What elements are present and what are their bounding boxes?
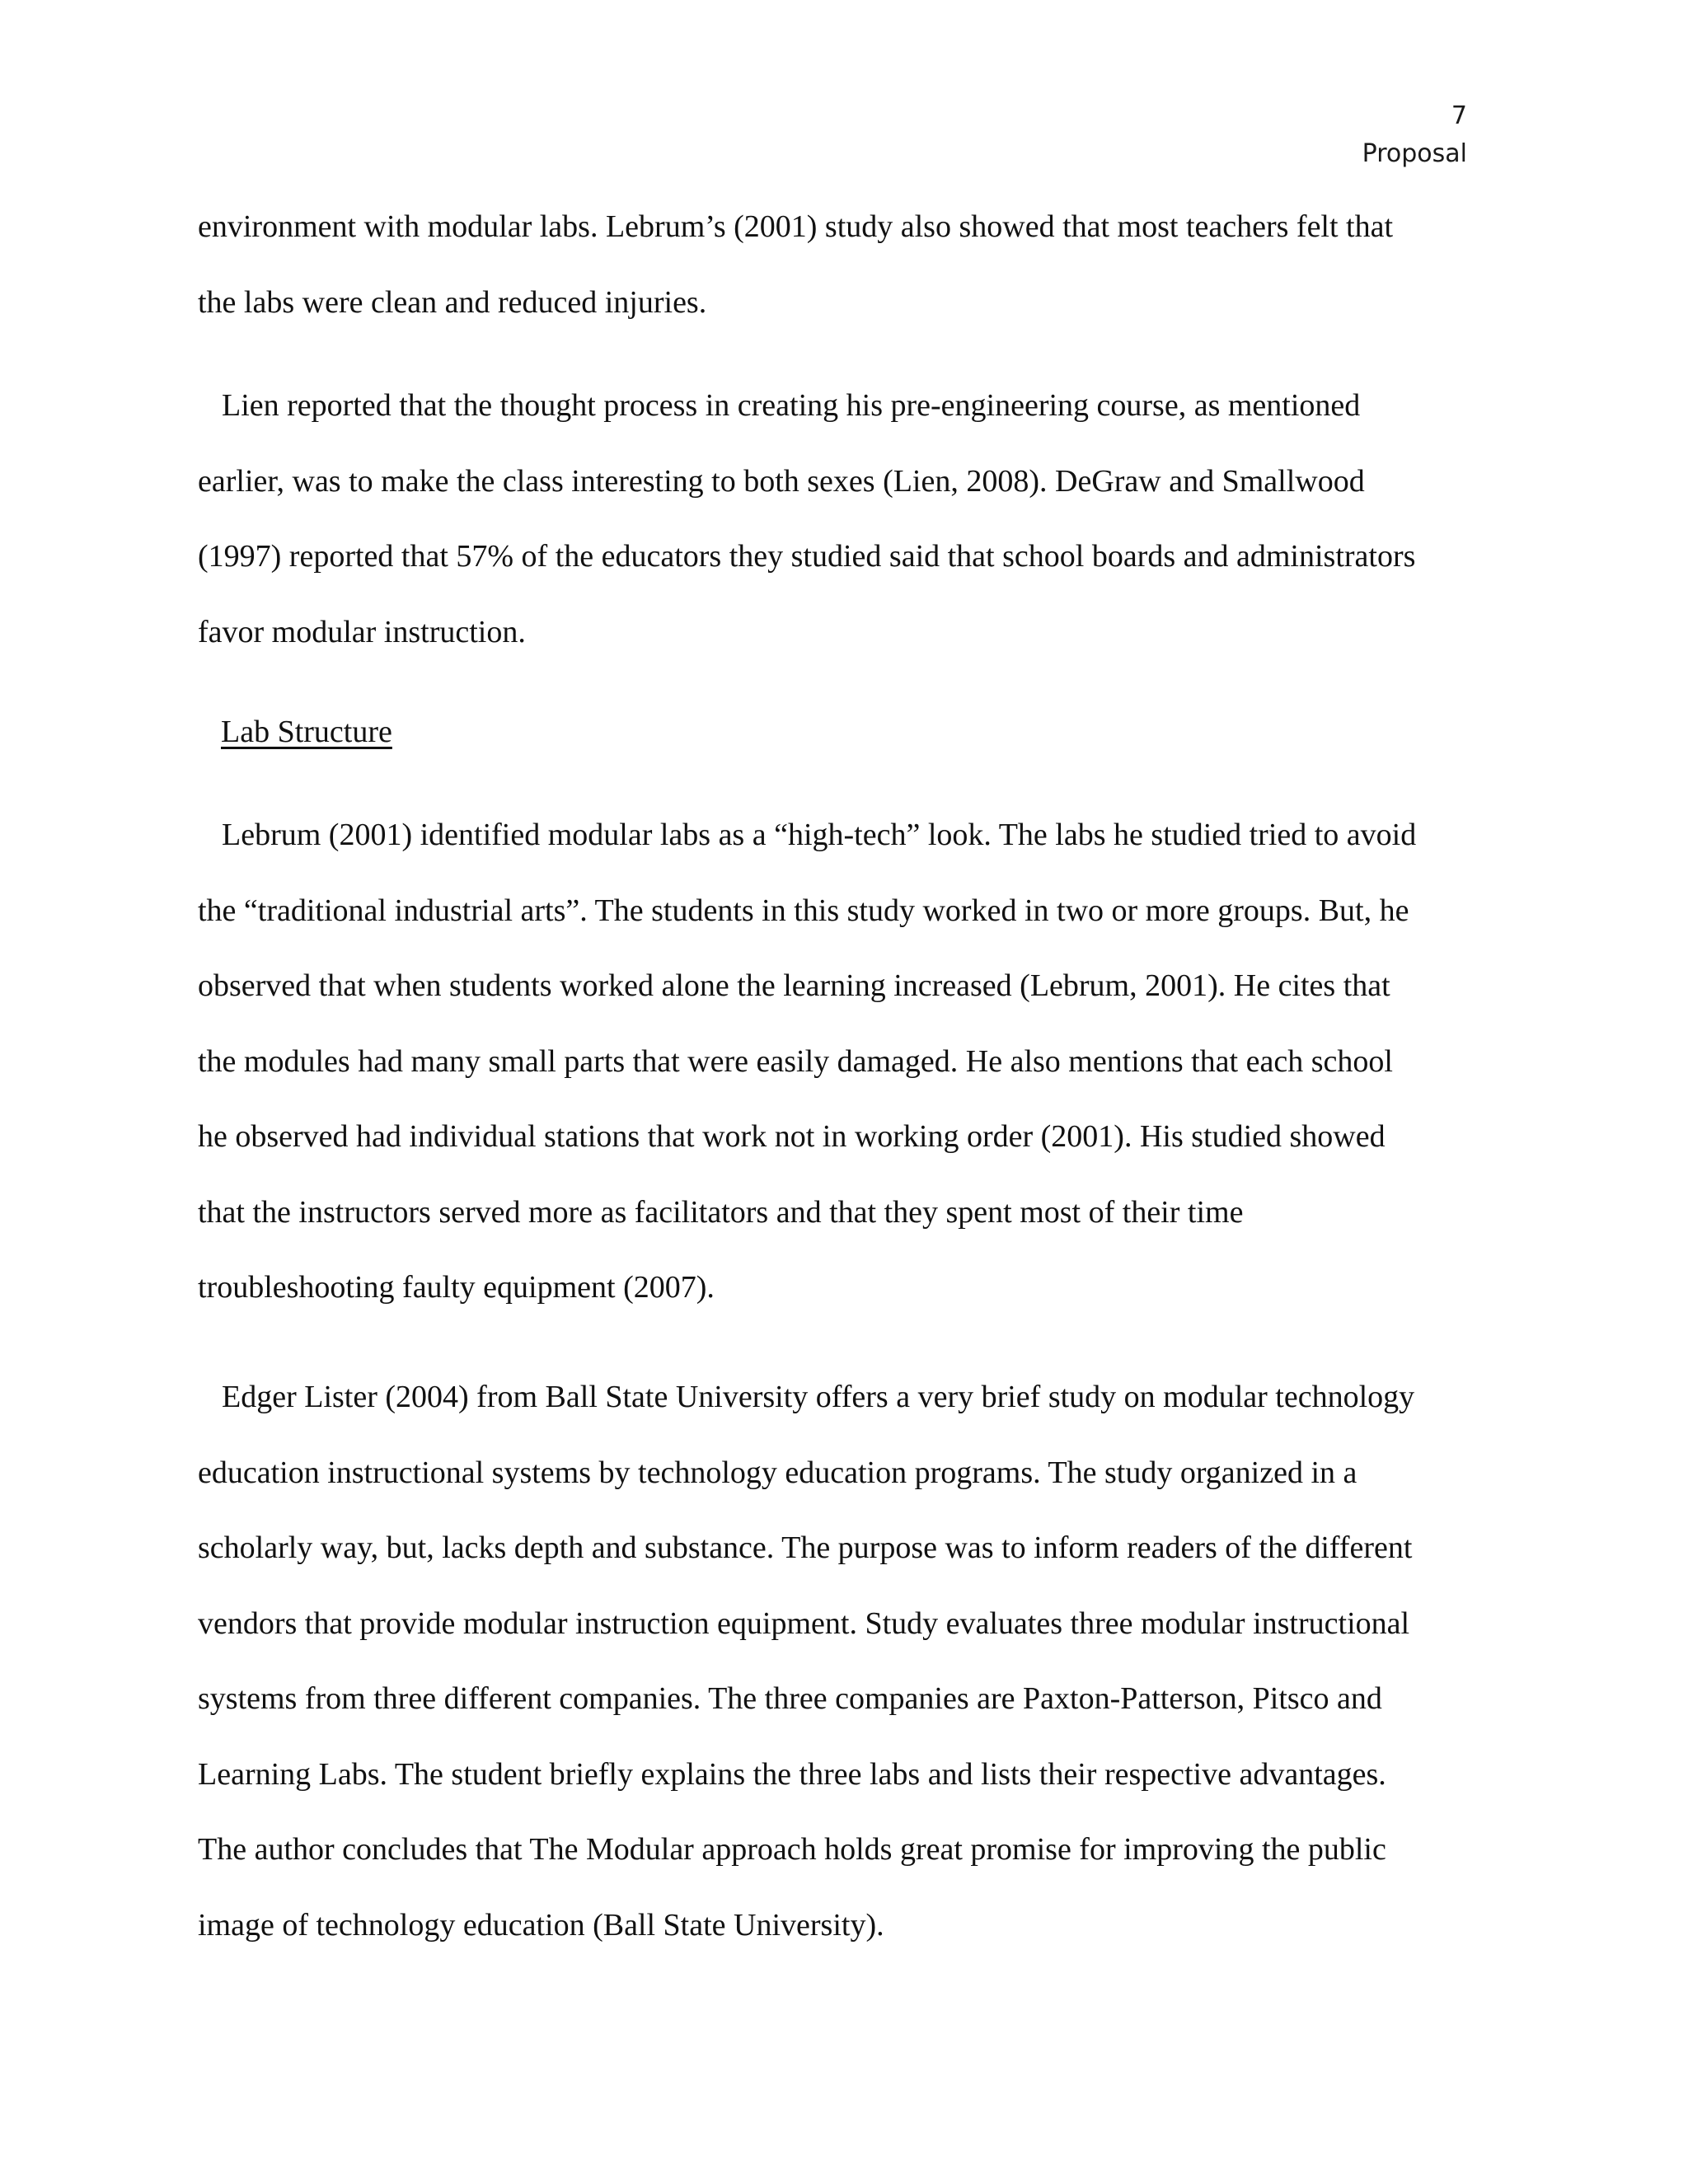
paragraph-line: systems from three different companies. The three companies are Paxton-Patterson, Pitsco and [198, 1681, 1382, 1716]
paragraph-1 [198, 190, 1393, 340]
paragraph-line: troubleshooting faulty equipment (2007). [198, 1270, 715, 1305]
paragraph-4 [198, 1360, 1414, 1963]
paragraph-line: Edger Lister (2004) from Ball State University offers a very brief study on modular technology [222, 1380, 1415, 1414]
paragraph-line: scholarly way, but, lacks depth and substance. The purpose was to inform readers of the different [198, 1530, 1413, 1565]
paragraph-line: that the instructors served more as facilitators and that they spent most of their time [198, 1194, 1244, 1230]
paragraph-line: favor modular instruction. [198, 614, 526, 649]
paragraph-line: observed that when students worked alone the learning increased (Lebrum, 2001). He cites that [198, 968, 1390, 1003]
paragraph-line: image of technology education (Ball State University). [198, 1907, 884, 1943]
paragraph-line: Lien reported that the thought process in creating his pre-engineering course, as mentioned [222, 388, 1361, 423]
paragraph-line: earlier, was to make the class interesting to both sexes (Lien, 2008). DeGraw and Smallwood [198, 463, 1365, 499]
paragraph-line: The author concludes that The Modular approach holds great promise for improving the public [198, 1832, 1386, 1867]
paragraph-line: education instructional systems by technology education programs. The study organized in a [198, 1455, 1357, 1490]
paragraph-line: the “traditional industrial arts”. The students in this study worked in two or more groups. But, he [198, 893, 1409, 928]
running-title: Proposal [1362, 139, 1467, 168]
paragraph-line: (1997) reported that 57% of the educators they studied said that school boards and administrators [198, 539, 1416, 574]
paragraph-line: he observed had individual stations that work not in working order (2001). His studied showed [198, 1119, 1386, 1154]
paragraph-line: Lebrum (2001) identified modular labs as a “high-tech” look. The labs he studied tried to avoid [222, 818, 1417, 852]
paragraph-line: Learning Labs. The student briefly explains the three labs and lists their respective advantages. [198, 1756, 1386, 1792]
paragraph-2 [198, 368, 1415, 670]
paragraph-line: the modules had many small parts that were easily damaged. He also mentions that each school [198, 1043, 1393, 1079]
paragraph-line: the labs were clean and reduced injuries. [198, 284, 707, 320]
paragraph-3 [198, 798, 1416, 1326]
page-header [1362, 97, 1467, 173]
page-number: 7 [1451, 101, 1467, 130]
paragraph-line: environment with modular labs. Lebrum’s (2001) study also showed that most teachers felt that [198, 209, 1394, 244]
section-heading: Lab Structure [221, 715, 392, 749]
paragraph-line: vendors that provide modular instruction equipment. Study evaluates three modular instructional [198, 1605, 1410, 1641]
